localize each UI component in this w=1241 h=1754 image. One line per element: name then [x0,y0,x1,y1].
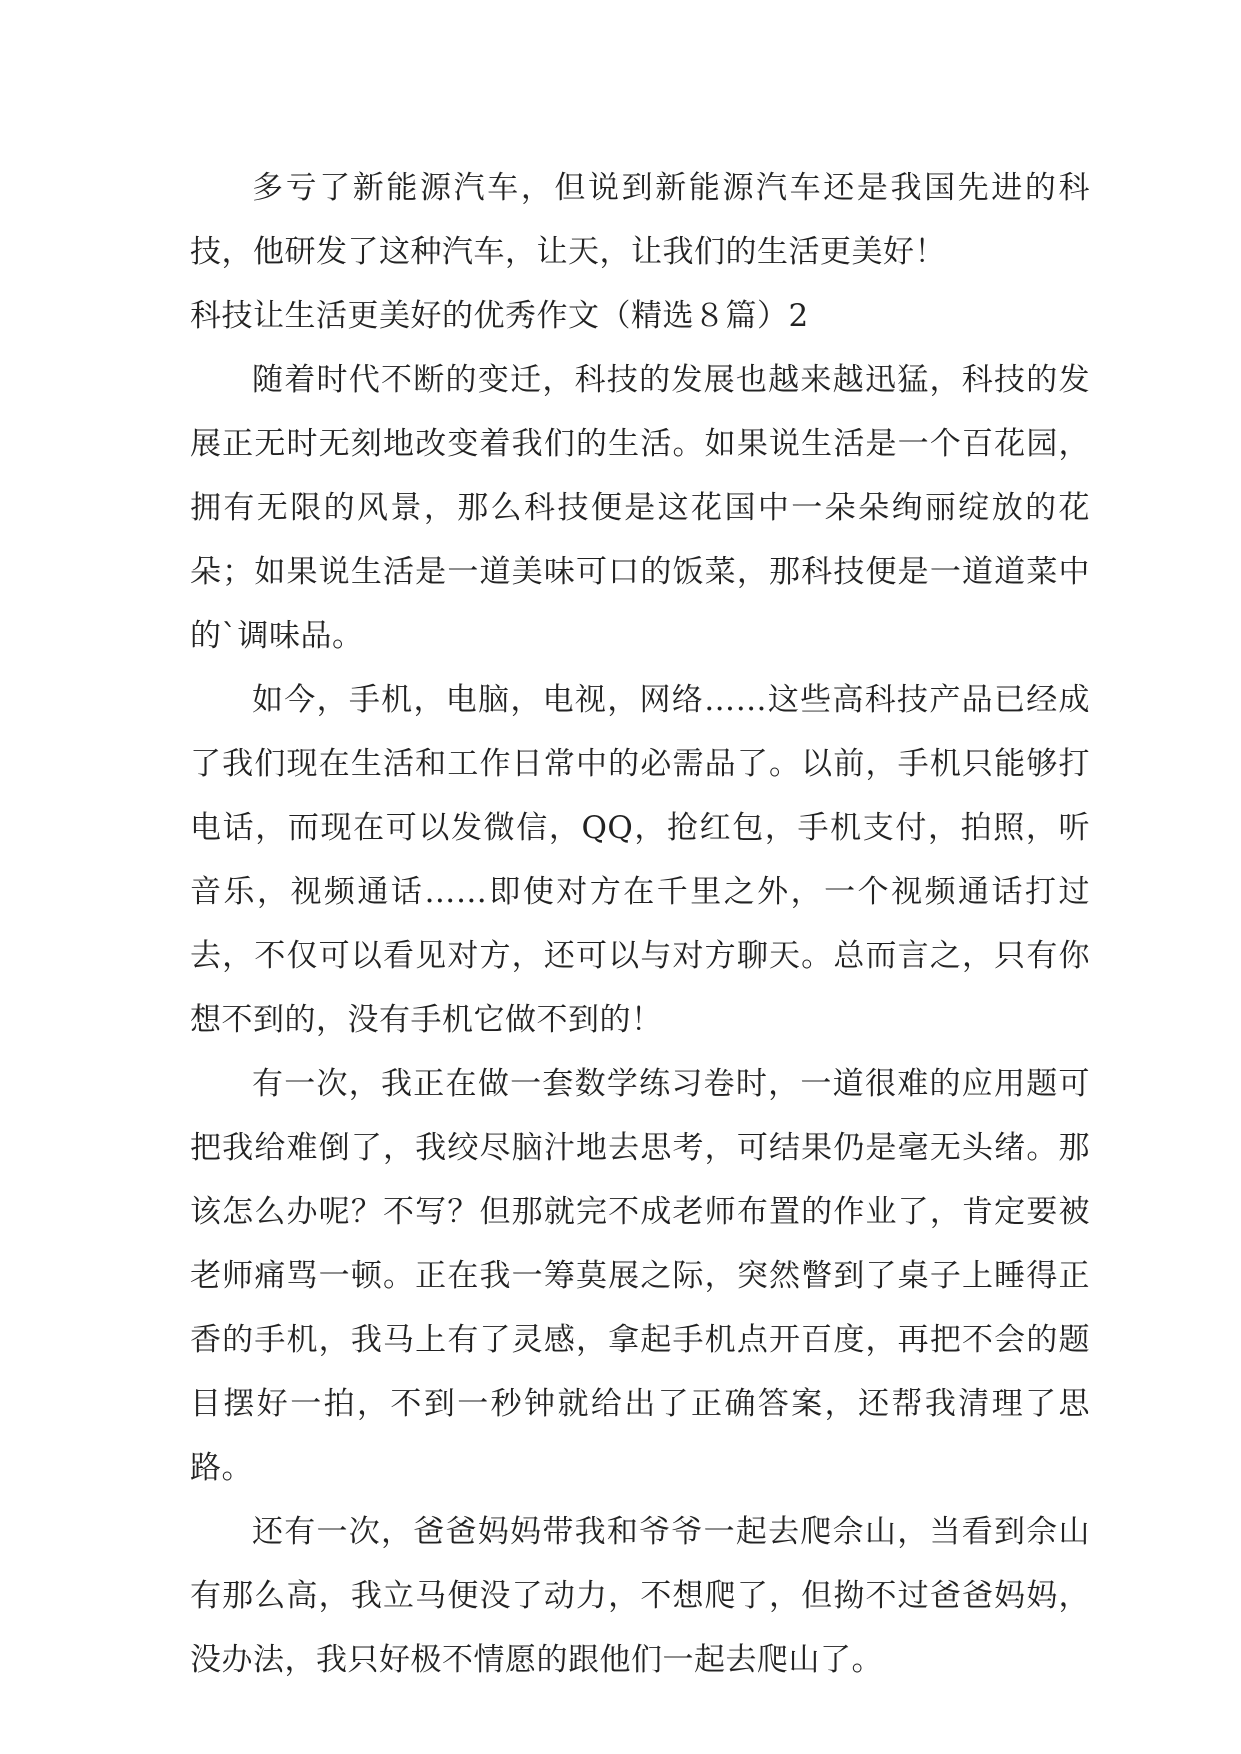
paragraph-1: 多亏了新能源汽车，但说到新能源汽车还是我国先进的科技，他研发了这种汽车，让天，让我们的生活更美好！ [190,170,1090,270]
paragraph-5: 还有一次，爸爸妈妈带我和爷爷一起去爬佘山，当看到佘山有那么高，我立马便没了动力，不想爬了，但拗不过爸爸妈妈，没办法，我只好极不情愿的跟他们一起去爬山了。 [190,1514,1090,1678]
section-heading: 科技让生活更美好的优秀作文（精选８篇）2 [190,298,809,334]
paragraph-4: 有一次，我正在做一套数学练习卷时，一道很难的应用题可把我给难倒了，我绞尽脑汁地去思考，可结果仍是毫无头绪。那该怎么办呢？不写？但那就完不成老师布置的作业了，肯定要被老师痛骂一顿。正在我一筹莫展之际，突然瞥到了桌子上睡得正香的手机，我马上有了灵感，拿起手机点开百度，再把不会的题目摆好一拍，不到一秒钟就给出了正确答案，还帮我清理了思路。 [190,1066,1090,1486]
paragraph-2: 随着时代不断的变迁，科技的发展也越来越迅猛，科技的发展正无时无刻地改变着我们的生活。如果说生活是一个百花园，拥有无限的风景，那么科技便是这花国中一朵朵绚丽绽放的花朵；如果说生活是一道美味可口的饭菜，那科技便是一道道菜中的`调味品。 [190,362,1090,654]
paragraph-3: 如今，手机，电脑，电视，网络……这些高科技产品已经成了我们现在生活和工作日常中的必需品了。以前，手机只能够打电话，而现在可以发微信，QQ，抢红包，手机支付，拍照，听音乐，视频通话……即使对方在千里之外，一个视频通话打过去，不仅可以看见对方，还可以与对方聊天。总而言之，只有你想不到的，没有手机它做不到的！ [190,682,1090,1038]
article-body [190,156,1090,1692]
